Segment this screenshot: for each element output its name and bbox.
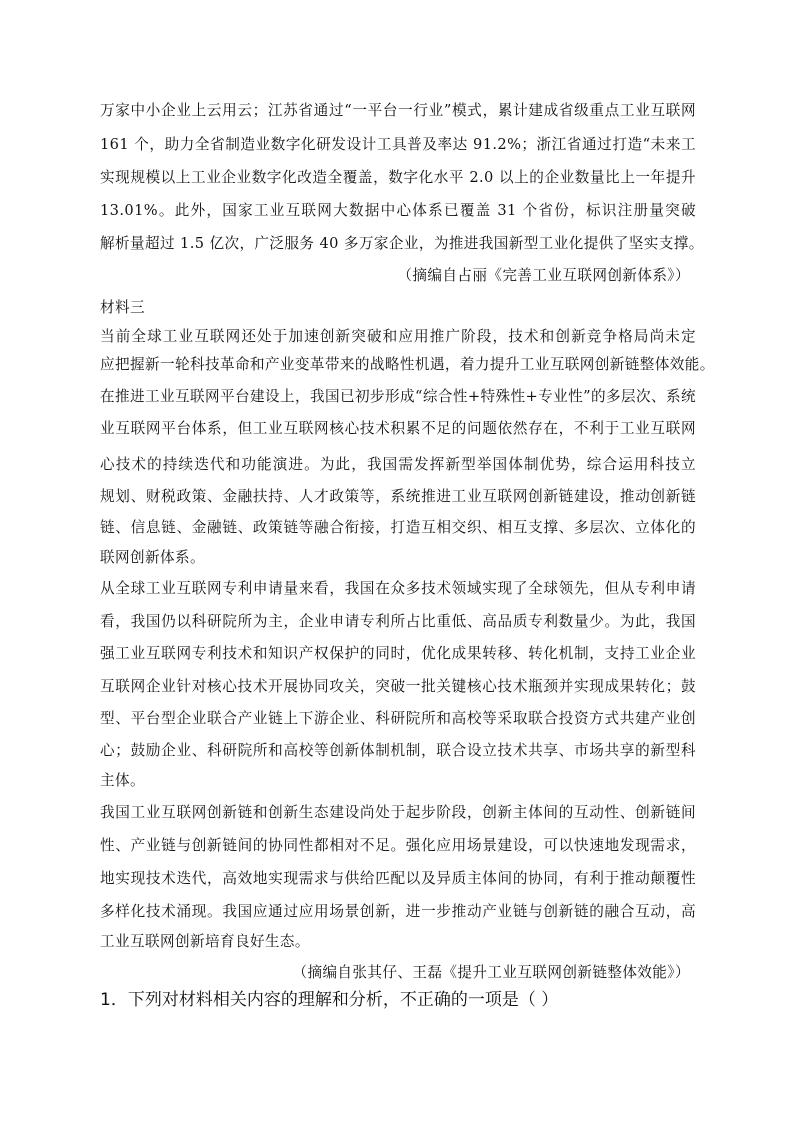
paragraph-line: 多样化技术涌现。我国应通过应用场景创新，进一步推动产业链与创新链的融合互动，高 — [100, 903, 696, 920]
paragraph-line: 链、信息链、金融链、政策链等融合衔接，打造互相交织、相互支撑、多层次、立体化的 — [100, 519, 696, 536]
paragraph-line: 13.01%。此外，国家工业互联网大数据中心体系已覆盖 31 个省份，标识注册量突破 — [100, 202, 696, 219]
paragraph-line: 我国工业互联网创新链和创新生态建设尚处于起步阶段，创新主体间的互动性、创新链间 — [100, 804, 696, 821]
paragraph-line: 性、产业链与创新链间的协同性都相对不足。强化应用场景建设，可以快速地发现需求， — [100, 837, 696, 854]
paragraph-line: 在推进工业互联网平台建设上，我国已初步形成“综合性+特殊性+专业性”的多层次、系统 — [100, 388, 696, 405]
paragraph-line: 主体。 — [100, 772, 145, 789]
question-1: 1．下列对材料相关内容的理解和分析，不正确的一项是（ ） — [100, 990, 559, 1010]
paragraph-line: 规划、财税政策、金融扶持、人才政策等，系统推进工业互联网创新链建设，推动创新链 — [100, 488, 696, 505]
paragraph-line: 地实现技术迭代，高效地实现需求与供给匹配以及异质主体间的协同，有利于推动颠覆性 — [100, 870, 696, 887]
paragraph-line: 心技术的持续迭代和功能演进。为此，我国需发挥新型举国体制优势，综合运用科技立 — [100, 456, 696, 473]
paragraph-line: 万家中小企业上云用云；江苏省通过“一平台一行业”模式，累计建成省级重点工业互联网 — [100, 102, 696, 119]
paragraph-line: 互联网企业针对核心技术开展协同攻关，突破一批关键核心技术瓶颈并实现成果转化；鼓 — [100, 678, 696, 695]
paragraph-line: 从全球工业互联网专利申请量来看，我国在众多技术领域实现了全球领先，但从专利申请 — [100, 580, 696, 597]
paragraph-line: 看，我国仍以科研院所为主，企业申请专利所占比重低、高品质专利数量少。为此，我国 — [100, 613, 696, 630]
paragraph-line: 应把握新一轮科技革命和产业变革带来的战略性机遇，着力提升工业互联网创新链整体效能。 — [100, 356, 715, 373]
paragraph-line: 当前全球工业互联网还处于加速创新突破和应用推广阶段，技术和创新竞争格局尚未定 — [100, 328, 696, 345]
paragraph-line: 工业互联网创新培育良好生态。 — [100, 933, 310, 950]
paragraph-line: 实现规模以上工业企业数字化改造全覆盖，数字化水平 2.0 以上的企业数量比上一年提升 — [100, 169, 696, 186]
source-citation: （摘编自占丽《完善工业互联网创新体系》） — [397, 267, 690, 284]
paragraph-line: 161 个，助力全省制造业数字化研发设计工具普及率达 91.2%；浙江省通过打造“未来工 — [100, 136, 696, 153]
paragraph-line: 联网创新体系。 — [100, 549, 205, 566]
paragraph-line: 强工业互联网专利技术和知识产权保护的同时，优化成果转移、转化机制，支持工业企业 — [100, 645, 696, 662]
section-heading: 材料三 — [100, 299, 145, 316]
paragraph-line: 解析量超过 1.5 亿次，广泛服务 40 多万家企业，为推进我国新型工业化提供了坚实支撑。 — [100, 235, 704, 252]
paragraph-line: 业互联网平台体系，但工业互联网核心技术积累不足的问题依然存在，不利于工业互联网 — [100, 420, 696, 437]
paragraph-line: 心；鼓励企业、科研院所和高校等创新体制机制，联合设立技术共享、市场共享的新型科 — [100, 742, 696, 759]
source-citation: （摘编自张其仔、王磊《提升工业互联网创新链整体效能》） — [292, 964, 690, 981]
paragraph-line: 型、平台型企业联合产业链上下游企业、科研院所和高校等采取联合投资方式共建产业创 — [100, 710, 696, 727]
